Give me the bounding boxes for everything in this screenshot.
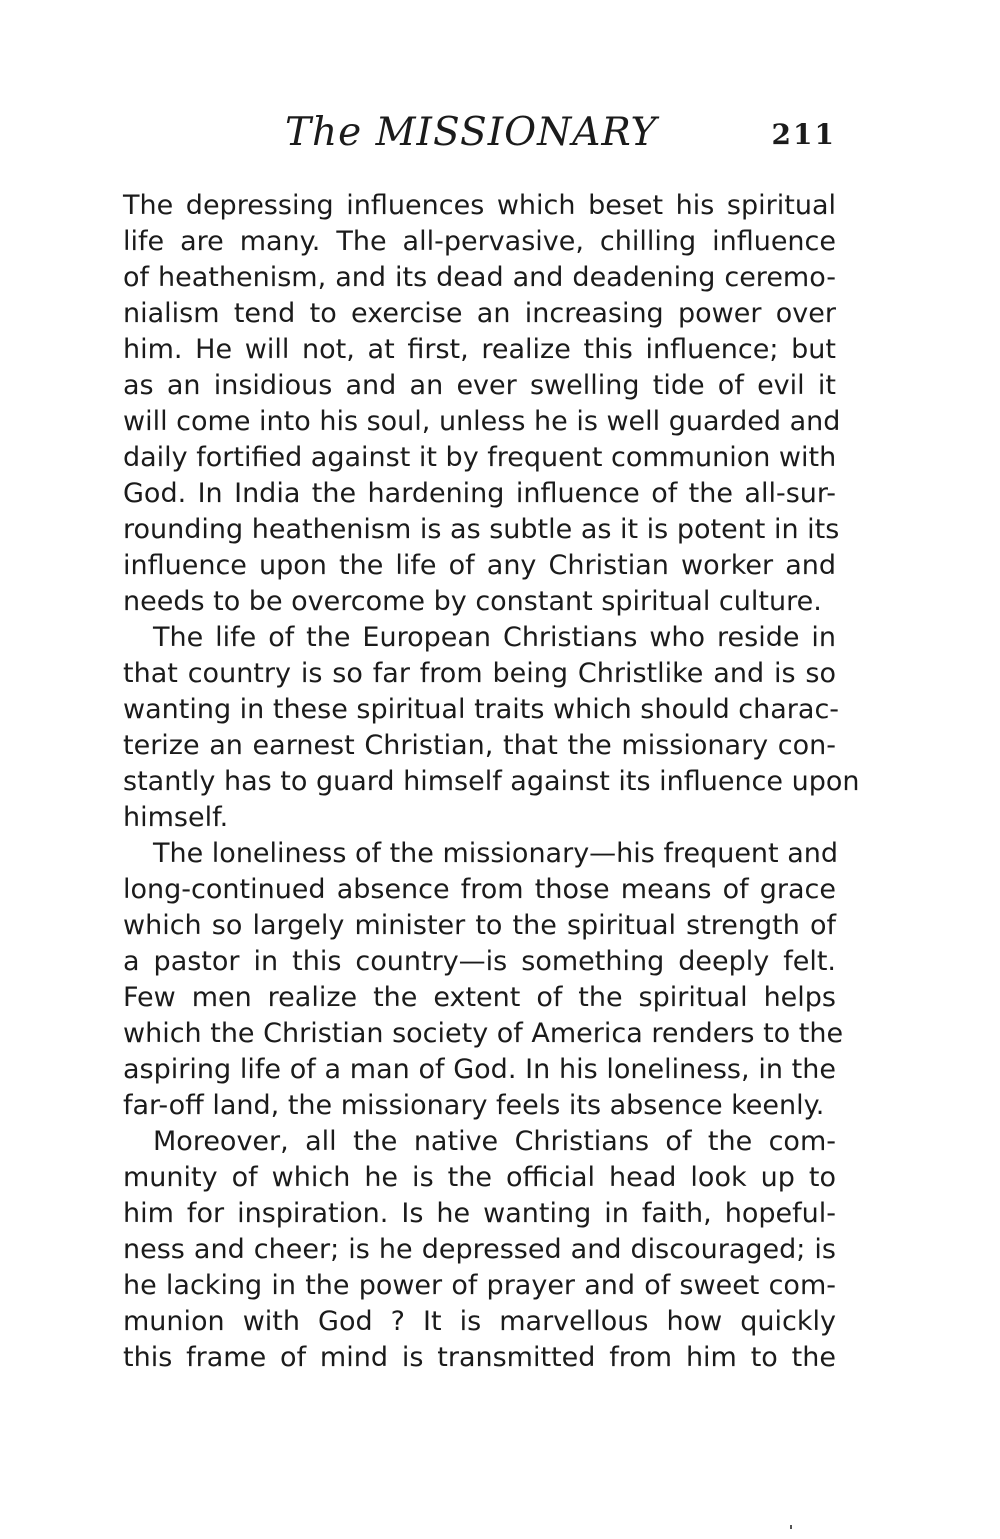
text-line: will come into his soul, unless he is well guarded and xyxy=(123,406,841,437)
text-line: ness and cheer; is he depressed and discouraged; is xyxy=(123,1234,836,1265)
text-line: nialism tend to exercise an increasing power over xyxy=(123,298,836,329)
text-line: as an insidious and an ever swelling tide of evil it xyxy=(123,370,836,401)
text-line: far-off land, the missionary feels its absence keenly. xyxy=(123,1090,825,1121)
text-line: daily fortified against it by frequent communion with xyxy=(123,442,837,473)
text-line: long-continued absence from those means of grace xyxy=(123,874,836,905)
text-line: The life of the European Christians who reside in xyxy=(153,622,836,653)
text-line: which so largely minister to the spiritual strength of xyxy=(123,910,836,941)
text-line: which the Christian society of America renders to the xyxy=(123,1018,844,1049)
text-line: needs to be overcome by constant spiritual culture. xyxy=(123,586,822,617)
text-line: him for inspiration. Is he wanting in faith, hopeful- xyxy=(123,1198,836,1229)
text-line: influence upon the life of any Christian worker and xyxy=(123,550,836,581)
text-line: munity of which he is the official head look up to xyxy=(123,1162,836,1193)
text-line: Few men realize the extent of the spiritual helps xyxy=(123,982,836,1013)
running-title: The MISSIONARY xyxy=(285,110,658,155)
body-text xyxy=(123,188,860,1376)
text-line: Moreover, all the native Christians of the com- xyxy=(153,1126,836,1157)
text-line: him. He will not, at first, realize this influence; but xyxy=(123,334,836,365)
ink-speck xyxy=(790,1525,792,1529)
text-line: The depressing influences which beset his spiritual xyxy=(123,190,836,221)
text-line: he lacking in the power of prayer and of sweet com- xyxy=(123,1270,836,1301)
text-line: terize an earnest Christian, that the missionary con- xyxy=(123,730,836,761)
text-line: rounding heathenism is as subtle as it is potent in its xyxy=(123,514,840,545)
text-line: aspiring life of a man of God. In his loneliness, in the xyxy=(123,1054,836,1085)
text-line: that country is so far from being Christlike and is so xyxy=(123,658,836,689)
text-line: stantly has to guard himself against its influence upon xyxy=(123,766,860,797)
text-line: life are many. The all-pervasive, chilling influence xyxy=(123,226,836,257)
text-line: munion with God ? It is marvellous how quickly xyxy=(123,1306,836,1337)
running-head xyxy=(123,108,836,158)
text-line: wanting in these spiritual traits which should charac- xyxy=(123,694,840,725)
page-number: 211 xyxy=(771,118,836,151)
text-line: of heathenism, and its dead and deadening ceremo- xyxy=(123,262,836,293)
text-line: this frame of mind is transmitted from him to the xyxy=(123,1342,836,1373)
text-line: The loneliness of the missionary—his frequent and xyxy=(153,838,839,869)
text-line: himself. xyxy=(123,802,229,833)
text-line: a pastor in this country—is something deeply felt. xyxy=(123,946,836,977)
text-line: God. In India the hardening influence of the all-sur- xyxy=(123,478,836,509)
